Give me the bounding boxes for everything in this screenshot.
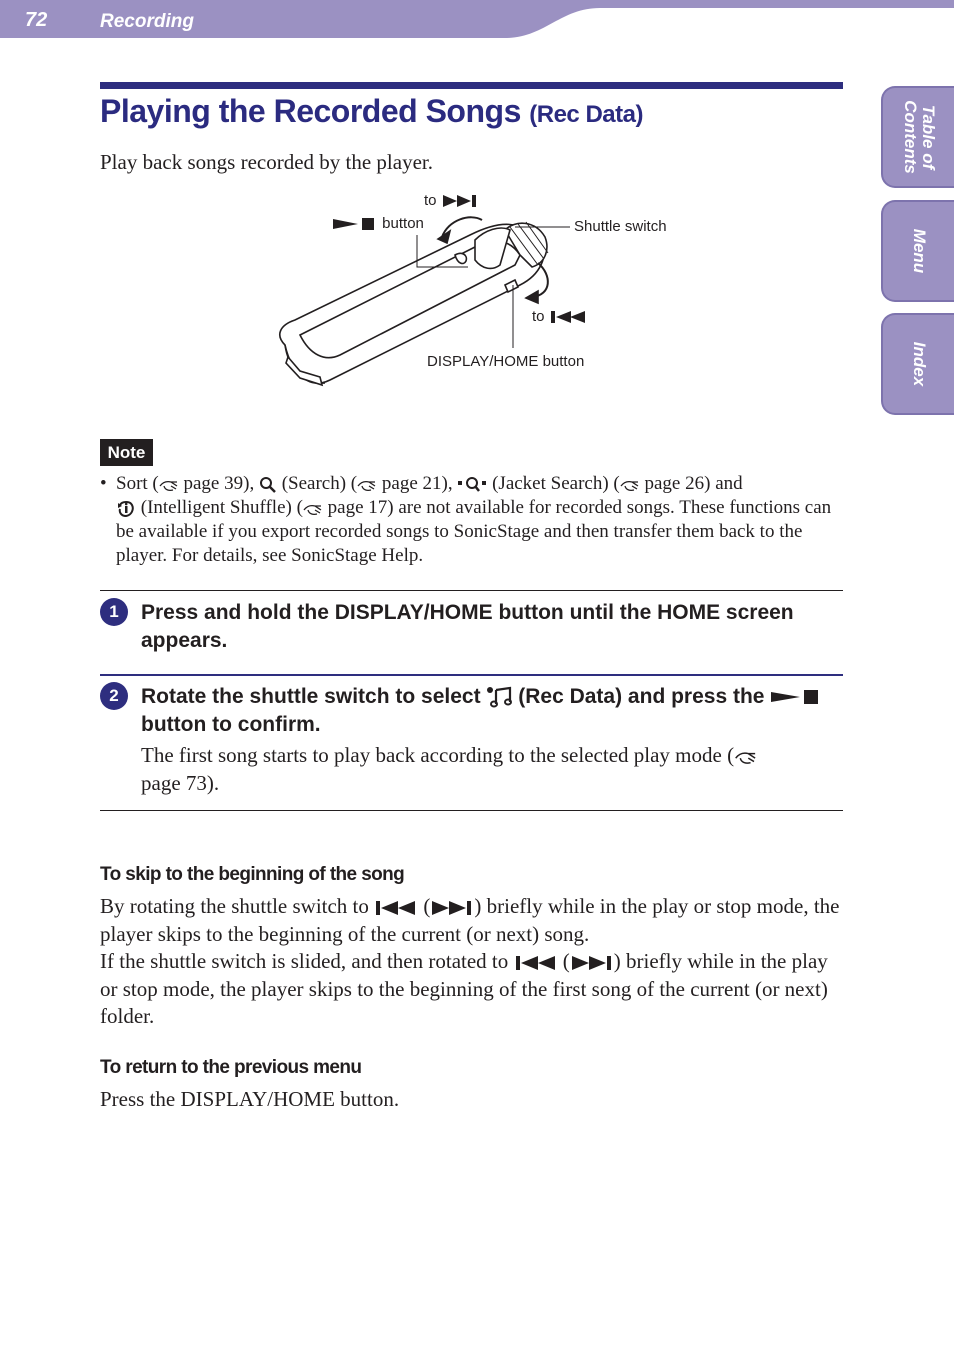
tab-label: Table of Contents bbox=[900, 100, 938, 174]
step-number-1: 1 bbox=[100, 598, 128, 626]
page-reference-icon bbox=[159, 478, 179, 492]
title-rule bbox=[100, 82, 843, 89]
skip-heading: To skip to the beginning of the song bbox=[100, 864, 405, 885]
divider bbox=[100, 810, 843, 811]
page-number: 72 bbox=[25, 9, 48, 31]
play-stop-icon bbox=[770, 688, 822, 706]
label-to-next: to bbox=[424, 192, 479, 209]
page-reference-icon bbox=[303, 502, 323, 516]
label-play-stop-button: button bbox=[332, 215, 424, 232]
tab-index[interactable] bbox=[881, 313, 954, 415]
page-reference-icon bbox=[734, 749, 758, 765]
player-diagram bbox=[270, 185, 690, 410]
intelligent-shuffle-icon bbox=[116, 499, 136, 519]
divider bbox=[100, 590, 843, 591]
label-to-prev: to bbox=[532, 308, 587, 325]
note-badge: Note bbox=[100, 439, 153, 466]
tab-table-of-contents[interactable] bbox=[881, 86, 954, 188]
return-heading: To return to the previous menu bbox=[100, 1057, 362, 1078]
return-paragraph: Press the DISPLAY/HOME button. bbox=[100, 1087, 400, 1111]
step-number-2: 2 bbox=[100, 682, 128, 710]
section-title: Recording bbox=[100, 11, 194, 32]
page-title: Playing the Recorded Songs (Rec Data) bbox=[100, 93, 643, 129]
prev-track-icon bbox=[549, 310, 587, 324]
label-shuttle-switch: Shuttle switch bbox=[574, 218, 667, 235]
prev-track-icon bbox=[374, 899, 418, 917]
label-display-home: DISPLAY/HOME button bbox=[427, 353, 585, 370]
rec-data-icon bbox=[486, 686, 512, 708]
step-2-text: Rotate the shuttle switch to select (Rec Data) and press the button to confirm. bbox=[141, 683, 841, 739]
next-track-icon bbox=[430, 899, 474, 917]
tab-menu[interactable] bbox=[881, 200, 954, 302]
skip-paragraph: By rotating the shuttle switch to ( ) briefly while in the play or stop mode, the player skips to the beginning of the current (or next) song. If the shuttle switch is slided, and then rotated to ( ) briefly while in the play or stop mode, the player skips to the beginning of the first song of the current (or next) folder. bbox=[100, 894, 840, 1028]
next-track-icon bbox=[441, 194, 479, 208]
page-reference-icon bbox=[357, 478, 377, 492]
tab-label: Menu bbox=[909, 228, 929, 274]
intro-text: Play back songs recorded by the player. bbox=[100, 150, 433, 174]
prev-track-icon bbox=[514, 954, 558, 972]
bullet: • bbox=[100, 473, 107, 494]
divider bbox=[100, 674, 843, 676]
next-track-icon bbox=[570, 954, 614, 972]
note-text: • Sort ( page 39), (Search) ( page 21), (Jacket Search) ( page 26) and (Intelligent Shuffle) ( page 17) are not available for recorded songs. These functions can be available if you export recorded songs to SonicStage and then transfer them back to the player. For details, see SonicStage Help. bbox=[100, 473, 832, 566]
step-2-body: The first song starts to play back according to the selected play mode ( page 73). bbox=[141, 741, 841, 797]
page-reference-icon bbox=[620, 478, 640, 492]
play-stop-icon bbox=[332, 217, 378, 231]
search-icon bbox=[259, 476, 277, 494]
tab-label: Index bbox=[909, 341, 929, 387]
step-1-text: Press and hold the DISPLAY/HOME button until the HOME screen appears. bbox=[141, 601, 794, 652]
page-header bbox=[0, 0, 954, 40]
jacket-search-icon bbox=[457, 476, 487, 494]
